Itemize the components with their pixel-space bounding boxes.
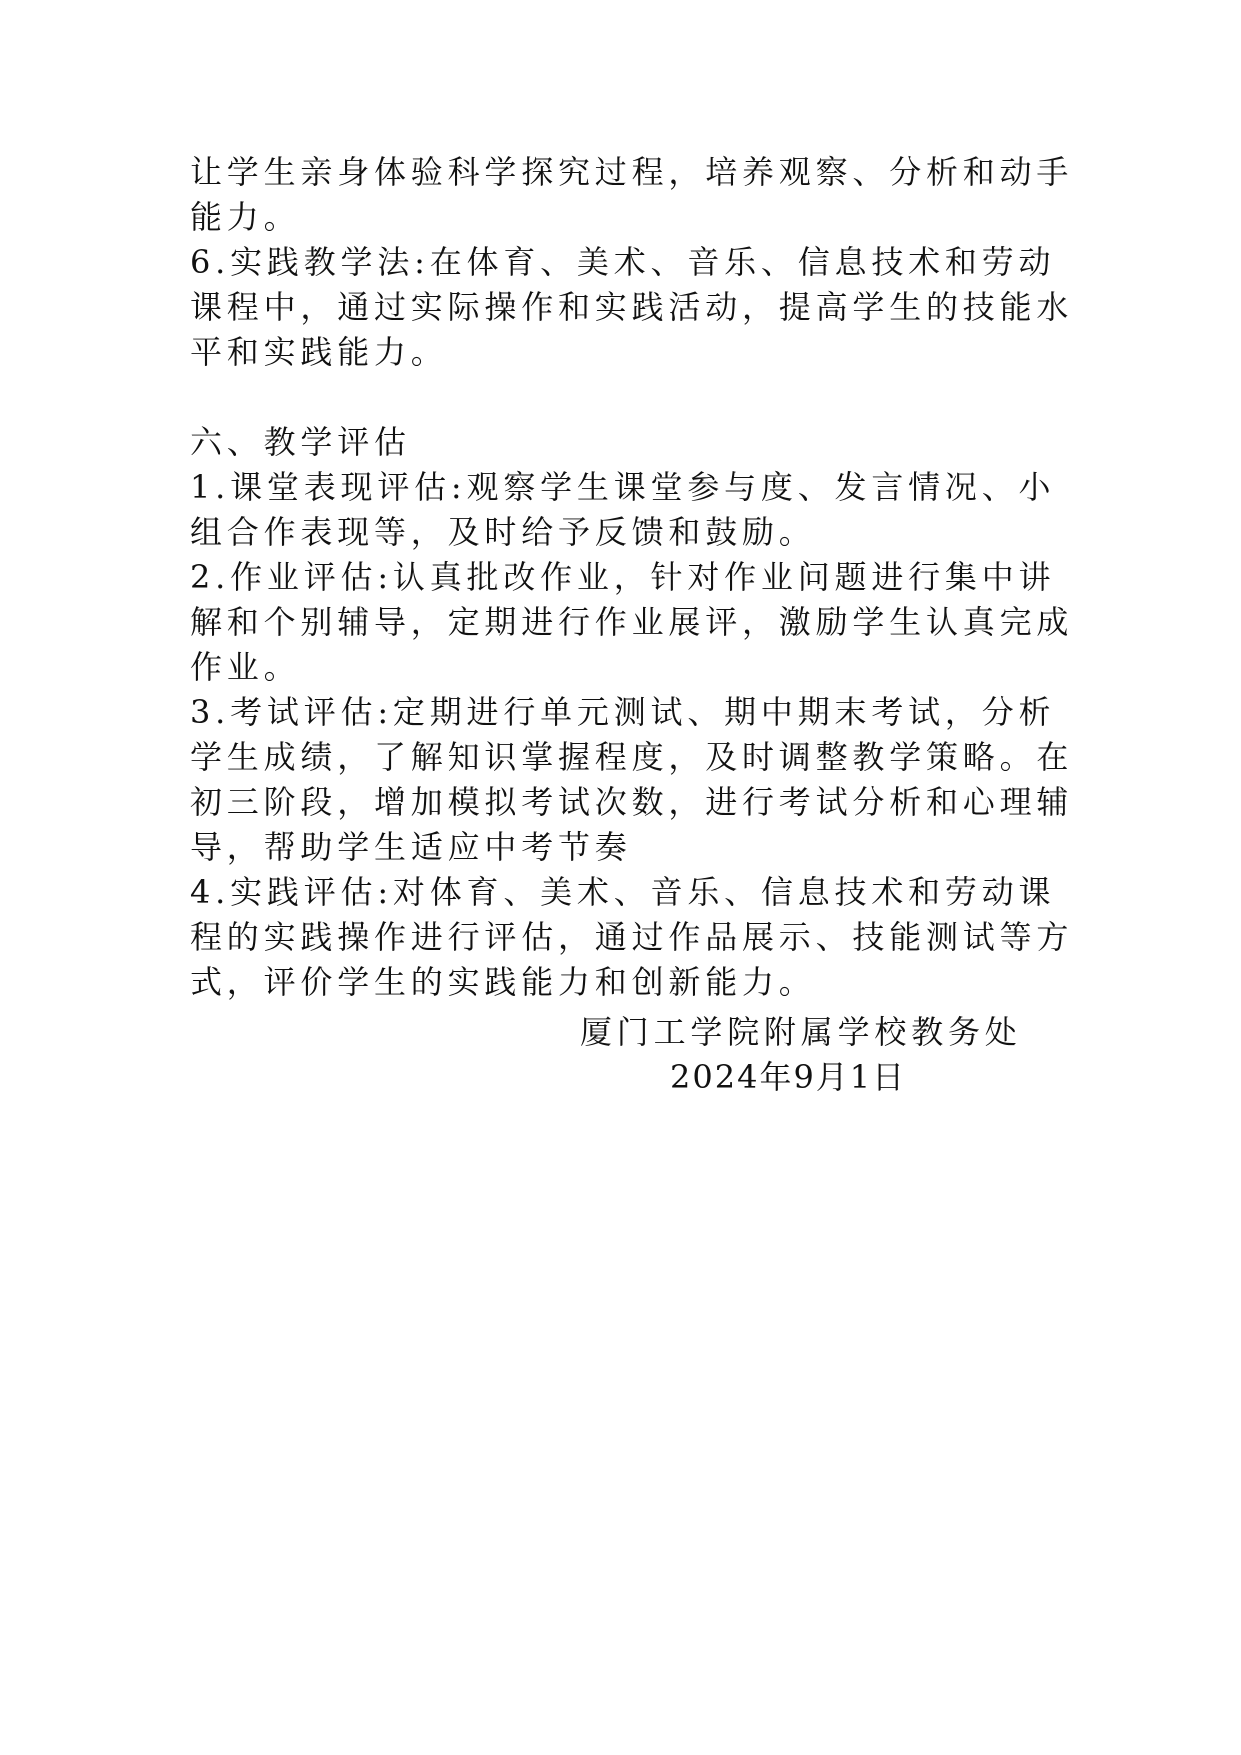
text-line: 让学生亲身体验科学探究过程，培养观察、分析和动手 (190, 153, 1074, 191)
signature-date: 2024年9月1日 (670, 1058, 907, 1096)
text-line: 2.作业评估:认真批改作业，针对作业问题进行集中讲 (190, 558, 1056, 596)
text-line: 能力。 (190, 198, 301, 236)
text-line: 4.实践评估:对体育、美术、音乐、信息技术和劳动课 (190, 873, 1056, 911)
text-line: 式，评价学生的实践能力和创新能力。 (190, 963, 816, 1001)
paragraph-gap (190, 375, 1050, 420)
text-line: 6.实践教学法:在体育、美术、音乐、信息技术和劳动 (190, 243, 1056, 281)
section-title: 六、教学评估 (190, 423, 411, 461)
document-body (190, 150, 1074, 1005)
text-line: 1.课堂表现评估:观察学生课堂参与度、发言情况、小 (190, 468, 1056, 506)
text-line: 平和实践能力。 (190, 333, 448, 371)
text-line: 课程中，通过实际操作和实践活动，提高学生的技能水 (190, 288, 1074, 326)
text-line: 程的实践操作进行评估，通过作品展示、技能测试等方 (190, 918, 1074, 956)
text-line: 组合作表现等，及时给予反馈和鼓励。 (190, 513, 816, 551)
text-line: 3.考试评估:定期进行单元测试、期中期末考试，分析 (190, 693, 1056, 731)
text-line: 作业。 (190, 648, 301, 686)
text-line: 解和个别辅导，定期进行作业展评，激励学生认真完成 (190, 603, 1074, 641)
signature-organization: 厦门工学院附属学校教务处 (580, 1013, 1022, 1051)
text-line: 导，帮助学生适应中考节奏 (190, 828, 632, 866)
signature-block (580, 1010, 1022, 1100)
text-line: 初三阶段，增加模拟考试次数，进行考试分析和心理辅 (190, 783, 1074, 821)
text-line: 学生成绩，了解知识掌握程度，及时调整教学策略。在 (190, 738, 1074, 776)
